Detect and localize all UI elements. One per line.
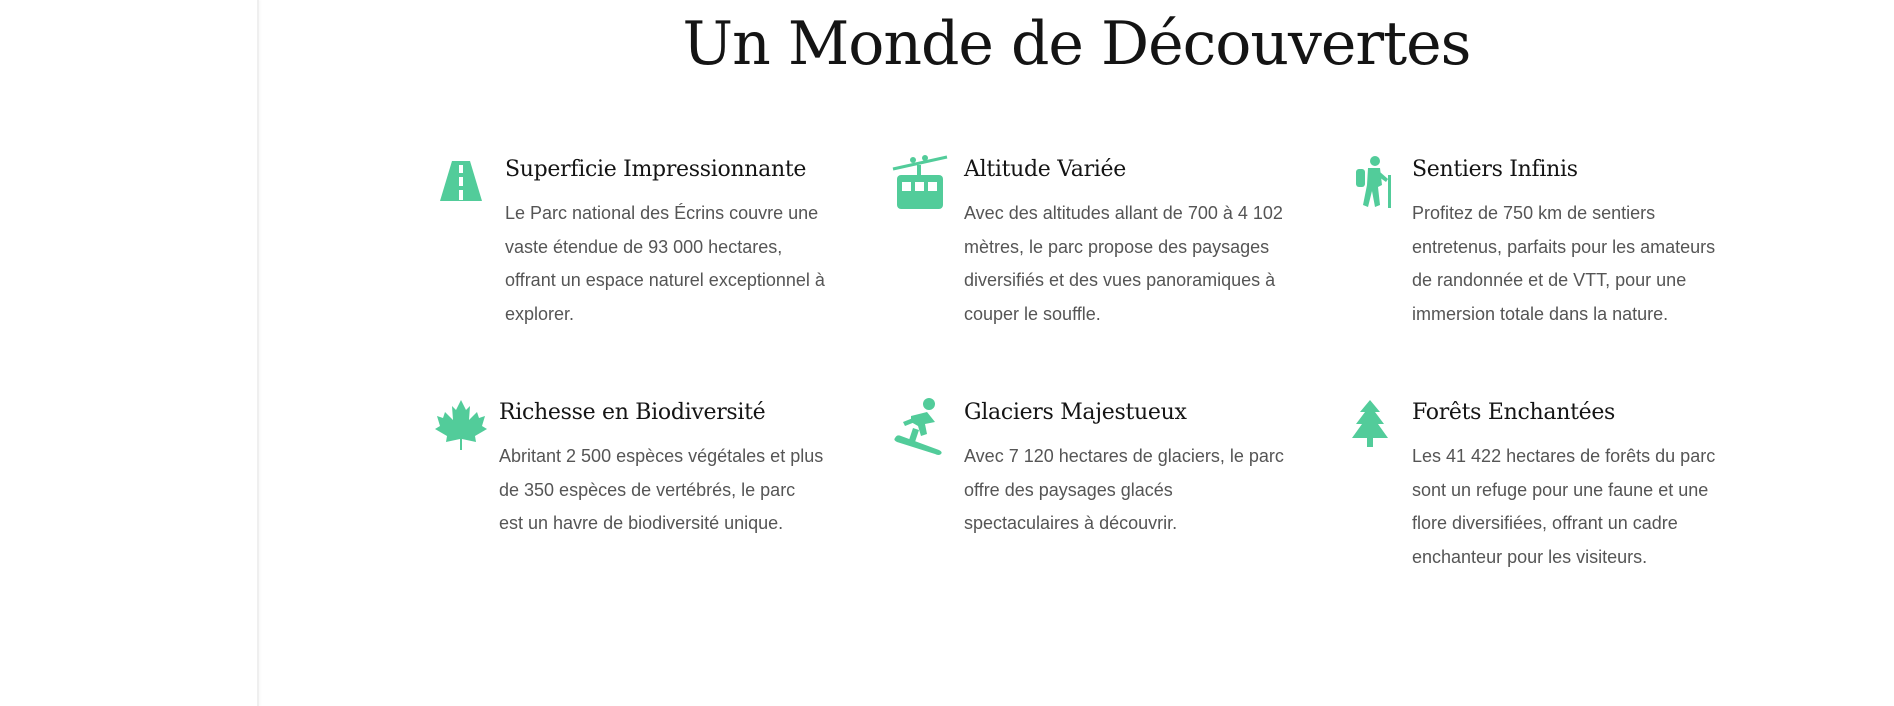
pine-tree-icon <box>1350 398 1408 456</box>
feature-title: Richesse en Biodiversité <box>499 400 766 425</box>
feature-card-trails <box>1350 155 1750 335</box>
feature-title: Superficie Impressionnante <box>505 157 807 182</box>
feature-description: Abritant 2 500 espèces végétales et plus de 350 espèces de vertébrés, le parc est un havre de biodiversité unique. <box>499 446 824 533</box>
feature-card-altitude <box>891 155 1291 335</box>
maple-leaf-icon <box>432 398 490 456</box>
feature-card-glaciers <box>891 398 1291 578</box>
feature-description: Avec 7 120 hectares de glaciers, le parc offre des paysages glacés spectaculaires à découvrir. <box>964 446 1284 533</box>
feature-description: Profitez de 750 km de sentiers entretenus, parfaits pour les amateurs de randonnée et de VTT, pour une immersion totale dans la nature. <box>1412 203 1716 324</box>
discoveries-section <box>259 0 1894 706</box>
feature-title: Glaciers Majestueux <box>964 400 1187 425</box>
feature-card-biodiversity <box>432 398 832 578</box>
feature-description: Les 41 422 hectares de forêts du parc sont un refuge pour une faune et une flore diversifiées, offrant un cadre enchanteur pour les visiteurs. <box>1412 446 1716 567</box>
road-icon <box>432 155 490 213</box>
feature-card-area <box>432 155 832 335</box>
cable-car-icon <box>891 155 949 213</box>
feature-card-forests <box>1350 398 1750 598</box>
feature-description: Avec des altitudes allant de 700 à 4 102 mètres, le parc propose des paysages diversifiés et des vues panoramiques à couper le souffle. <box>964 203 1283 324</box>
hiker-icon <box>1350 155 1408 213</box>
feature-description: Le Parc national des Écrins couvre une vaste étendue de 93 000 hectares, offrant un espace naturel exceptionnel à explorer. <box>505 203 825 324</box>
snowboarder-icon <box>891 398 949 456</box>
feature-title: Altitude Variée <box>964 157 1126 182</box>
feature-title: Forêts Enchantées <box>1412 400 1616 425</box>
feature-title: Sentiers Infinis <box>1412 157 1578 182</box>
left-sidebar-panel <box>0 0 259 706</box>
section-title: Un Monde de Découvertes <box>682 9 1471 79</box>
